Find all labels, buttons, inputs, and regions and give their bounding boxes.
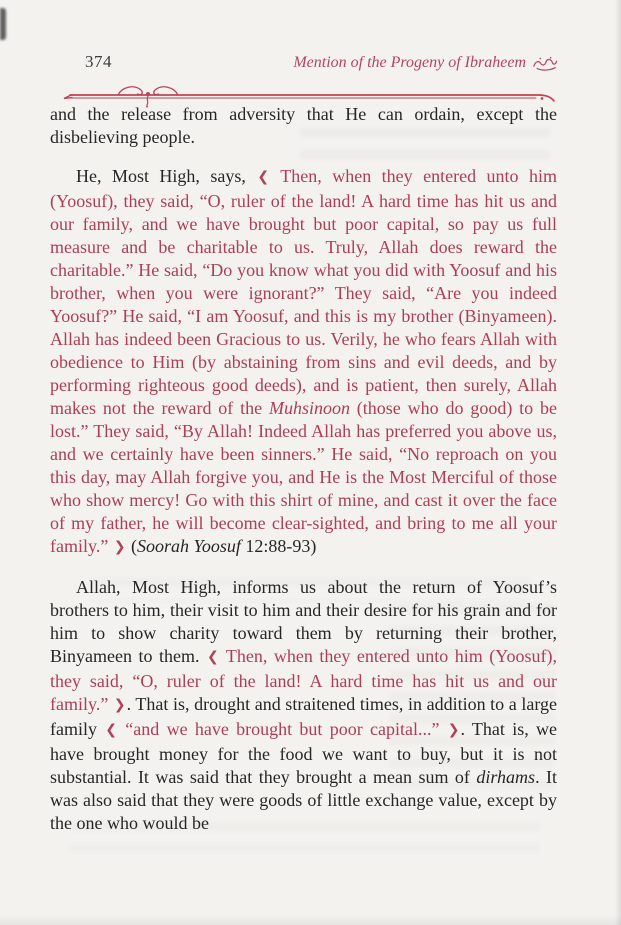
page-number: 374 xyxy=(85,52,112,71)
ornate-open-bracket-icon: ❮ xyxy=(105,722,118,738)
text-segment: . It was also said that they were goods of little exchange value, except by the one who would be xyxy=(50,767,558,833)
paragraph xyxy=(50,165,557,560)
chapter-title-text: Mention of the Progeny of Ibraheem xyxy=(293,54,526,71)
text-segment: and the release from adversity that He can ordain, except the disbelieving people. xyxy=(50,104,557,147)
body-text xyxy=(50,103,557,851)
scan-bottom-shade xyxy=(0,915,621,925)
text-segment: . That is, drought and straitened times, in addition to a large family xyxy=(50,694,558,739)
text-segment: (those who do good) to be lost.” They said, “By Allah! Indeed Allah has preferred you above us, and we certainly have been sinners.” He said, “No reproach on you this day, may Allah forgive you, and He is the Most Merciful of those who show mercy! Go with this shirt of mine, and cast it over the face of my father, he will become clear-sighted, and bring to me all your family.” xyxy=(50,398,557,556)
paragraph xyxy=(50,103,557,149)
ornate-close-bracket-icon: ❯ xyxy=(113,539,126,555)
chapter-title xyxy=(293,54,558,72)
text-segment: Then, when they entered unto him (Yoosuf), they said, “O, ruler of the land! A hard time has hit us and our family.” xyxy=(50,646,557,714)
text-segment: He, Most High, says, xyxy=(76,166,257,186)
text-segment: . That is, we have brought money for the food we want to buy, but it is not substantial. It was said that they brought a mean sum of xyxy=(50,719,557,787)
ornate-open-bracket-icon: ❮ xyxy=(257,169,270,185)
text-segment: 12:88-93) xyxy=(240,536,317,556)
ornate-open-bracket-icon: ❮ xyxy=(206,649,219,665)
text-segment: Allah, Most High, informs us about the return of Yoosuf’s brothers to him, their visit to him and their desire for his grain and for him to show charity toward them by returning their brother, Binyameen to them. xyxy=(50,577,557,666)
ornate-close-bracket-icon: ❯ xyxy=(447,722,460,738)
text-segment: ( xyxy=(126,536,138,556)
text-segment: Soorah Yoosuf xyxy=(137,536,241,556)
ornate-close-bracket-icon: ❯ xyxy=(113,697,126,713)
scan-edge-smudge xyxy=(0,8,6,40)
text-segment: Then, when they entered unto him (Yoosuf), they said, “O, ruler of the land! A hard time has hit us and our family, and we have brought but poor capital, so pay us full measure and be charitable to us. Truly, Allah does reward the charitable.” He said, “Do you know what you did with Yoosuf and his brother, when you were ignorant?” They said, “Are you indeed Yoosuf?” He said, “I am Yoosuf, and this is my brother (Binyameen). Allah has indeed been Gracious to us. Verily, he who fears Allah with obedience to Him (by abstaining from sins and evil deeds, and by performing righteous good deeds), and is patient, then surely, Allah makes not the reward of the xyxy=(50,166,558,418)
paragraph xyxy=(50,576,557,835)
text-segment: “and we have brought but poor capital...” xyxy=(118,719,447,739)
text-segment: Muhsinoon xyxy=(268,398,350,418)
page-header xyxy=(85,52,558,72)
alayhis-salam-calligraphy-icon xyxy=(532,56,558,71)
text-segment: dirhams xyxy=(476,767,536,787)
scan-right-shade xyxy=(615,0,621,925)
